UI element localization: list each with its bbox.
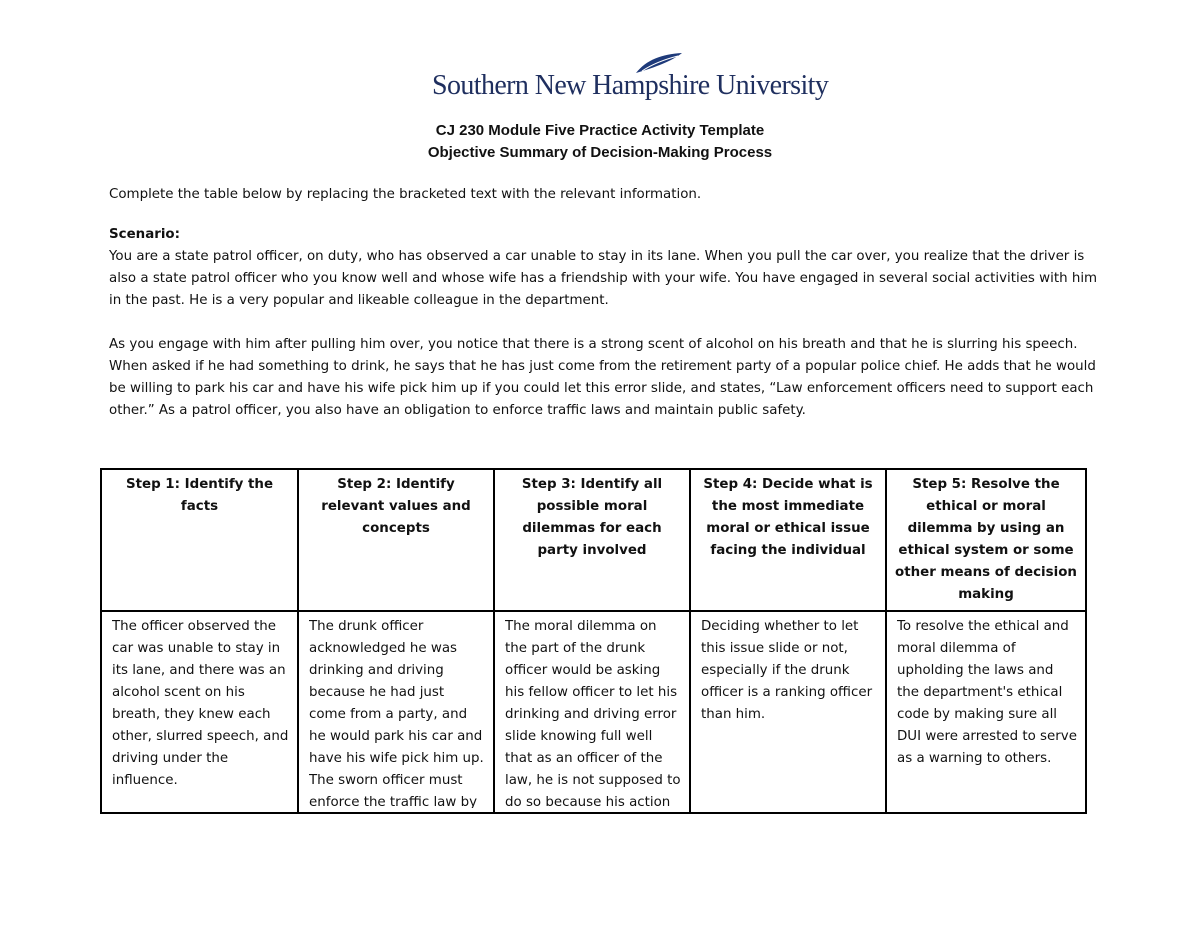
cell-step-1[interactable]: [101, 611, 298, 813]
cell-step-3-text: The moral dilemma on the part of the drunk officer would be asking his fellow officer to let his drinking and driving error slide knowing full well that as an officer of the law, he is not supposed to do so because his action: [505, 619, 681, 808]
table-row: [101, 611, 1086, 813]
table-header-row: [101, 469, 1086, 611]
header-step-2: Step 2: Identify relevant values and concepts: [298, 469, 494, 611]
scenario-paragraph-2: As you engage with him after pulling him over, you notice that there is a strong scent of alcohol on his breath and that he is slurring his speech. When asked if he had something to drink, he says that he has just come from the retirement party of a popular police chief. He adds that he would be willing to park his car and have his wife pick him up if you could let this error slide, and states, “Law enforcement officers need to support each other.” As a patrol officer, you also have an obligation to enforce traffic laws and maintain public safety.: [109, 337, 1096, 418]
document-title: CJ 230 Module Five Practice Activity Template: [435, 122, 765, 139]
header-step-4: Step 4: Decide what is the most immediate moral or ethical issue facing the individual: [690, 469, 886, 611]
header-step-3: Step 3: Identify all possible moral dilemmas for each party involved: [494, 469, 690, 611]
header-step-1: Step 1: Identify the facts: [101, 469, 298, 611]
cell-step-4-text: Deciding whether to let this issue slide or not, especially if the drunk officer is a ranking officer than him.: [701, 619, 873, 722]
logo-wordmark: Southern New Hampshire University: [432, 70, 829, 101]
cell-step-5-text: To resolve the ethical and moral dilemma of upholding the laws and the department's ethical code by making sure all DUI were arrested to serve as a warning to others.: [897, 619, 1077, 766]
scenario-paragraph-1: You are a state patrol officer, on duty, who has observed a car unable to stay in its lane. When you pull the car over, you realize that the driver is also a state patrol officer who you know well and whose wife has a friendship with your wife. You have engaged in several social activities with him in the past. He is a very popular and likeable colleague in the department.: [109, 249, 1098, 308]
cell-step-2-text: The drunk officer acknowledged he was drinking and driving because he had just come from a party, and he would park his car and have his wife pick him up. The sworn officer must enforce the traffic law by: [309, 619, 484, 808]
decision-making-table: [100, 468, 1087, 814]
scenario-heading: Scenario:: [109, 227, 180, 242]
cell-step-4[interactable]: [690, 611, 886, 813]
header-step-5: Step 5: Resolve the ethical or moral dilemma by using an ethical system or some other means of decision making: [886, 469, 1086, 611]
cell-step-3[interactable]: [494, 611, 690, 813]
cell-step-1-text: The officer observed the car was unable to stay in its lane, and there was an alcohol scent on his breath, they knew each other, slurred speech, and driving under the influence.: [112, 619, 289, 788]
university-logo: [432, 52, 829, 104]
instructions-text: Complete the table below by replacing the bracketed text with the relevant information.: [109, 187, 702, 202]
document-subtitle: Objective Summary of Decision-Making Process: [427, 144, 773, 161]
cell-step-5[interactable]: [886, 611, 1086, 813]
cell-step-2[interactable]: [298, 611, 494, 813]
